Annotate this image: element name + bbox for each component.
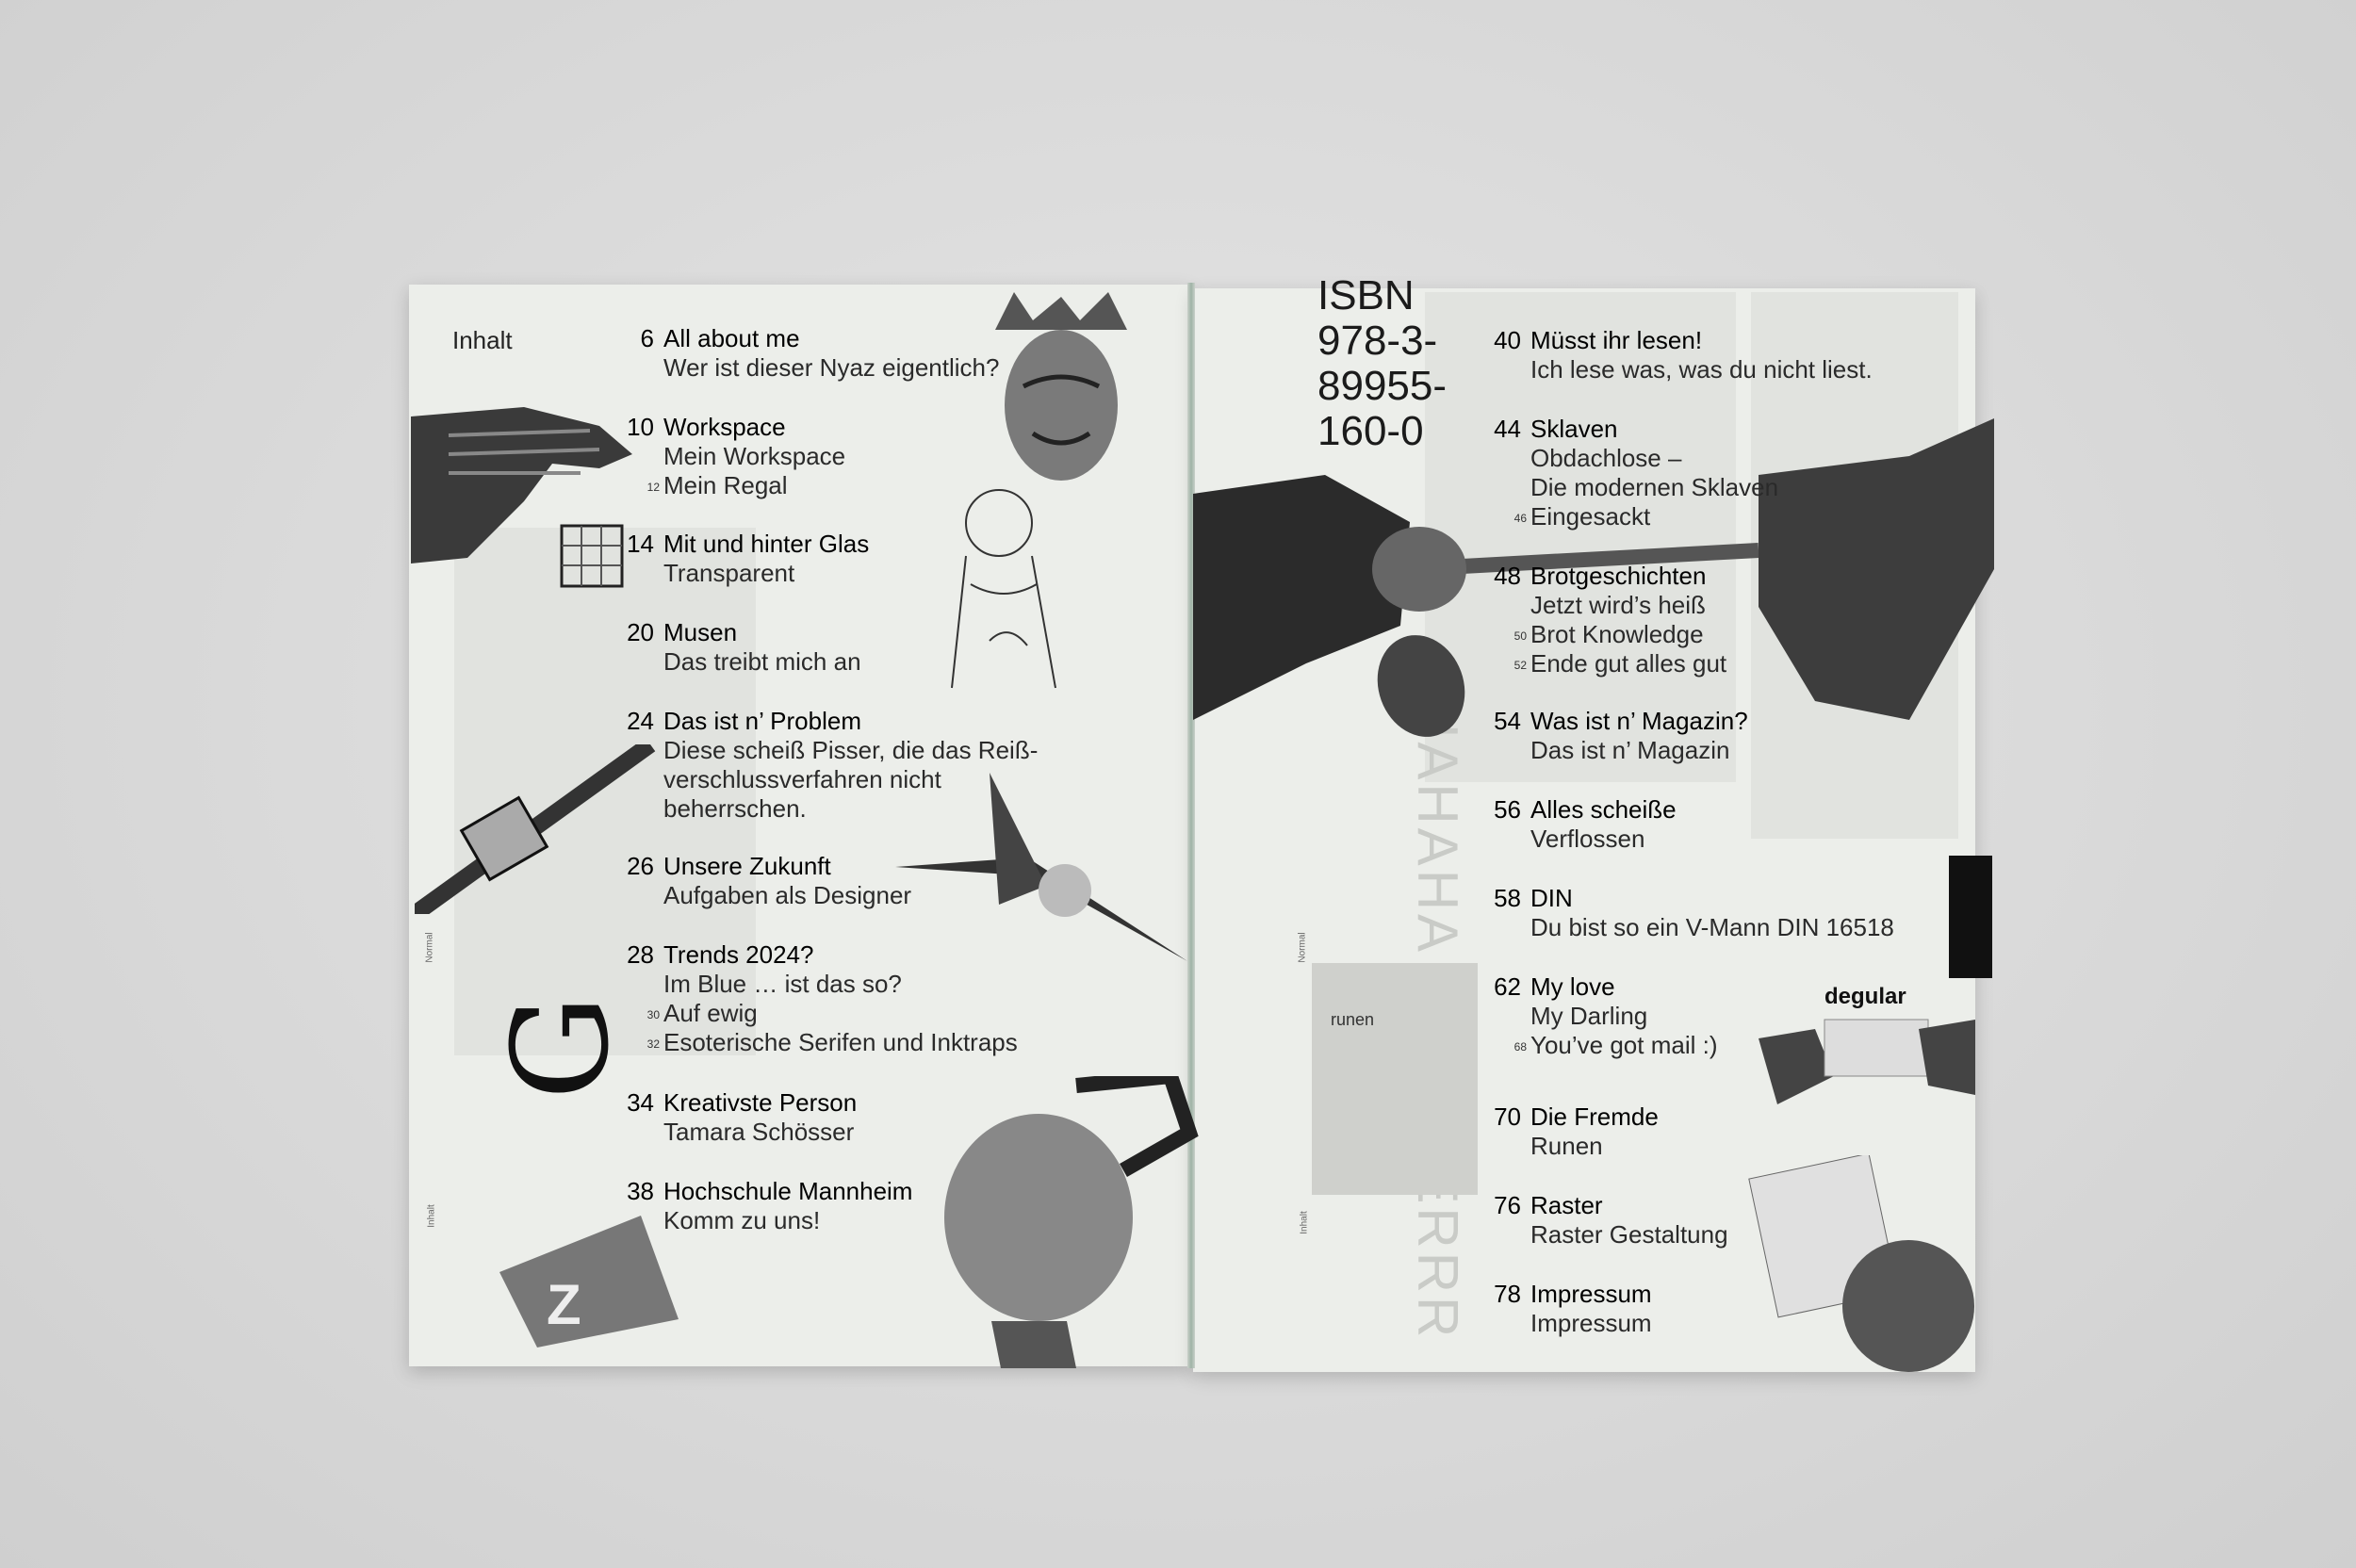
toc-page-number: 20 — [627, 618, 654, 646]
toc-page-number: 10 — [627, 413, 654, 441]
degular-label: degular — [1824, 984, 1906, 1009]
toc-entry-subtitle: Tamara Schösser — [663, 1118, 855, 1146]
toc-sub-page-number: 12 — [646, 481, 660, 494]
toc-entry-subtitle: Im Blue … ist das so? — [663, 970, 902, 998]
toc-page-number: 34 — [627, 1088, 654, 1117]
isbn-block — [1317, 273, 1447, 454]
toc-entry-subtitle: Das ist n’ Magazin — [1530, 736, 1730, 764]
toc-page-number: 76 — [1494, 1191, 1521, 1219]
toc-entry-subtitle: Aufgaben als Designer — [663, 881, 912, 909]
margin-label: Normal — [424, 932, 435, 963]
chain-fist-illustration — [935, 1076, 1199, 1368]
toc-entry-subtitle: Mein Workspace — [663, 442, 846, 470]
isbn-line: 89955- — [1317, 363, 1448, 409]
toc-page-number: 62 — [1494, 972, 1521, 1001]
black-tab-marker — [1949, 856, 1992, 978]
toc-entry-title[interactable]: Müsst ihr lesen! — [1530, 326, 1703, 354]
toc-entry-title[interactable]: Die Fremde — [1530, 1102, 1659, 1131]
toc-entry-subtitle: Raster Gestaltung — [1530, 1220, 1728, 1249]
toc-sub-page-number: 32 — [646, 1037, 660, 1051]
toc-page-number: 58 — [1494, 884, 1521, 912]
toc-page-number: 14 — [627, 530, 654, 558]
toc-entry-title[interactable]: All about me — [663, 324, 800, 352]
sketch-girl-illustration — [933, 481, 1074, 697]
toc-entry-subtitle: Obdachlose – — [1530, 444, 1682, 472]
toc-page-number: 40 — [1494, 326, 1521, 354]
toc-entry-subtitle: Wer ist dieser Nyaz eigentlich? — [663, 353, 1000, 382]
toc-entry-title[interactable]: Raster — [1530, 1191, 1603, 1219]
toc-entry-subtitle: Ich lese was, was du nicht liest. — [1530, 355, 1873, 384]
toc-sub-page-number: 52 — [1513, 659, 1527, 672]
toc-entry-subtitle: Das treibt mich an — [663, 647, 861, 676]
toc-entry-subtitle: Runen — [1530, 1132, 1603, 1160]
toc-entry-subtitle: beherrschen. — [663, 794, 807, 823]
toc-entry-title[interactable]: Kreativste Person — [663, 1088, 858, 1117]
toc-entry-subtitle: verschlussverfahren nicht — [663, 765, 941, 793]
runen-label: runen — [1331, 1010, 1375, 1029]
toc-entry-subtitle: Du bist so ein V-Mann DIN 16518 — [1530, 913, 1894, 941]
toc-entry-subtitle: Eingesackt — [1530, 502, 1651, 531]
margin-label: Inhalt — [426, 1204, 437, 1228]
toc-entry-title[interactable]: Was ist n’ Magazin? — [1530, 707, 1748, 735]
margin-label: Inhalt — [1299, 1211, 1310, 1234]
toc-entry-title[interactable]: DIN — [1530, 884, 1573, 912]
toc-page-number: 24 — [627, 707, 654, 735]
toc-entry-subtitle: Brot Knowledge — [1530, 620, 1704, 648]
toc-entry-title[interactable]: Brotgeschichten — [1530, 562, 1707, 590]
toc-page-number: 78 — [1494, 1280, 1521, 1308]
toc-page-number: 26 — [627, 852, 654, 880]
toc-entry-subtitle: Komm zu uns! — [663, 1206, 821, 1234]
toc-entry-subtitle: Ende gut alles gut — [1530, 649, 1727, 678]
toc-entry-subtitle: Auf ewig — [663, 999, 758, 1027]
zipper-illustration — [415, 744, 660, 914]
toc-entry-subtitle: You’ve got mail :) — [1530, 1031, 1718, 1059]
toc-entry-title[interactable]: Hochschule Mannheim — [663, 1177, 913, 1205]
toc-entry-subtitle: My Darling — [1530, 1002, 1648, 1030]
isbn-line: 160-0 — [1317, 408, 1424, 454]
toc-entry-subtitle: Transparent — [663, 559, 795, 587]
toc-sub-page-number: 68 — [1513, 1040, 1527, 1054]
toc-sub-page-number: 50 — [1513, 629, 1527, 643]
toc-entry-title[interactable]: Alles scheiße — [1530, 795, 1677, 824]
toc-entry-subtitle: Esoterische Serifen und Inktraps — [663, 1028, 1018, 1056]
margin-label: Normal — [1297, 932, 1308, 963]
toc-page-number: 56 — [1494, 795, 1521, 824]
toc-entry-title[interactable]: My love — [1530, 972, 1615, 1001]
toc-entry-title[interactable]: Unsere Zukunft — [663, 852, 831, 880]
z-block-illustration — [499, 1216, 679, 1348]
contents-heading: Inhalt — [452, 326, 513, 354]
toc-entry-title[interactable]: Mit und hinter Glas — [663, 530, 870, 558]
receipt-hand-illustration — [1743, 1155, 1974, 1372]
king-portrait-illustration — [986, 292, 1137, 499]
toc-entry-subtitle: Die modernen Sklaven — [1530, 473, 1779, 501]
toc-entry-title[interactable]: Impressum — [1530, 1280, 1652, 1308]
toc-page-number: 48 — [1494, 562, 1521, 590]
toc-entry-title[interactable]: Das ist n’ Problem — [663, 707, 861, 735]
isbn-line: ISBN — [1317, 272, 1415, 318]
toc-entry-subtitle: Jetzt wird’s heiß — [1530, 591, 1706, 619]
toc-page-number: 6 — [640, 324, 654, 352]
toc-page-number: 44 — [1494, 415, 1521, 443]
toc-entry-subtitle: Impressum — [1530, 1309, 1652, 1337]
toc-entry-title[interactable]: Sklaven — [1530, 415, 1618, 443]
toc-entry-subtitle: Mein Regal — [663, 471, 788, 499]
isbn-line: 978-3- — [1317, 318, 1438, 364]
big-letter-g: G — [484, 994, 639, 1101]
bread-illustration — [1374, 629, 1468, 743]
hands-holding-card-illustration — [1759, 1010, 1975, 1104]
toc-page-number: 28 — [627, 940, 654, 969]
svg-text:Z: Z — [547, 1273, 581, 1336]
toc-entry-title[interactable]: Workspace — [663, 413, 786, 441]
toc-entry-title[interactable]: Trends 2024? — [663, 940, 814, 969]
bird-sculpture-illustration — [895, 773, 1187, 961]
toc-entry-subtitle: Verflossen — [1530, 825, 1645, 853]
runen-image — [1312, 963, 1478, 1195]
toc-entry-title[interactable]: Musen — [663, 618, 738, 646]
toc-page-number: 70 — [1494, 1102, 1521, 1131]
toc-page-number: 38 — [627, 1177, 654, 1205]
toc-entry-subtitle: Diese scheiß Pisser, die das Reiß- — [663, 736, 1039, 764]
toc-sub-page-number: 30 — [646, 1008, 660, 1021]
toc-sub-page-number: 46 — [1513, 512, 1527, 525]
toc-page-number: 54 — [1494, 707, 1521, 735]
